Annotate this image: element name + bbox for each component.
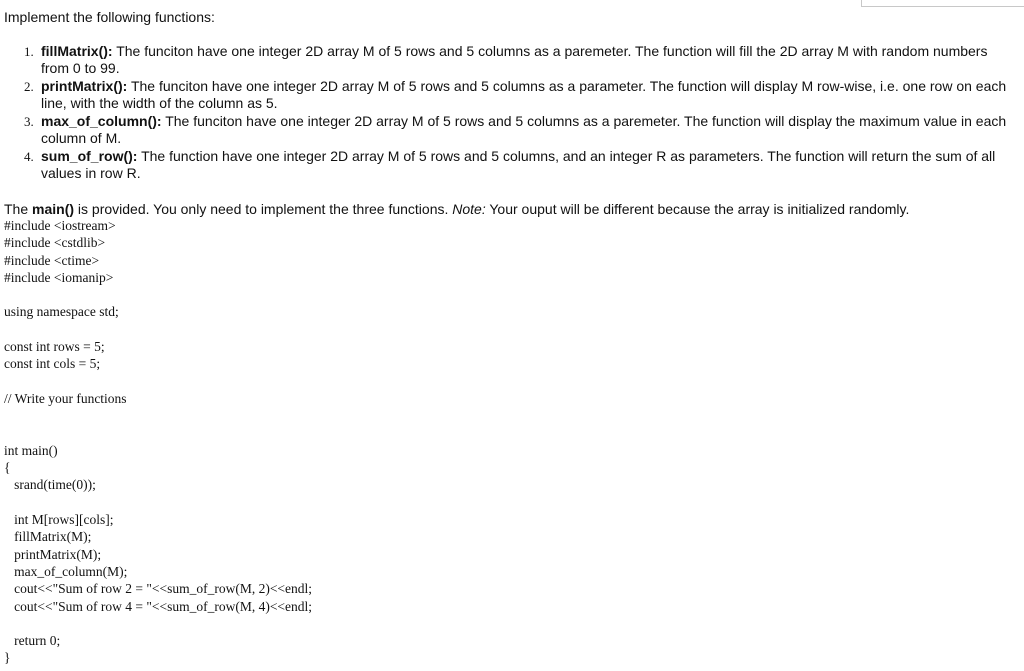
task-item-fill-matrix xyxy=(0,43,1010,77)
code-line: #include <cstdlib> xyxy=(4,235,106,251)
task-name: printMatrix(): xyxy=(41,78,128,94)
code-line: const int cols = 5; xyxy=(4,356,101,372)
code-line: #include <ctime> xyxy=(4,252,100,268)
code-line xyxy=(4,494,312,511)
task-description: The funciton have one integer 2D array M of 5 rows and 5 columns as a paremeter. The function will display the maximum value in each column of M. xyxy=(41,113,1007,146)
task-number: 3. xyxy=(24,114,34,129)
corner-frame xyxy=(861,0,1024,7)
code-line: { xyxy=(4,460,11,476)
task-description: The function have one integer 2D array M of 5 rows and 5 columns, and an integer R as parameters. The function will return the sum of all values in row R. xyxy=(41,148,996,181)
code-line xyxy=(4,615,312,632)
task-number: 1. xyxy=(24,44,34,59)
code-line: } xyxy=(4,650,11,666)
code-line: int main() xyxy=(4,442,58,458)
main-note-main: main() xyxy=(32,201,75,217)
main-note-suffix: Your ouput will be different because the array is initialized randomly. xyxy=(485,201,910,217)
main-note-note: Note: xyxy=(452,201,486,217)
code-line: int M[rows][cols]; xyxy=(4,512,114,528)
main-note xyxy=(4,201,909,218)
main-note-middle: is provided. You only need to implement the three functions. xyxy=(74,201,453,217)
code-line xyxy=(4,425,312,442)
task-item-sum-of-row xyxy=(0,148,1010,182)
code-line: return 0; xyxy=(4,633,61,649)
code-line: #include <iomanip> xyxy=(4,269,114,285)
code-line: #include <iostream> xyxy=(4,218,116,233)
intro-heading: Implement the following functions: xyxy=(4,9,215,25)
task-item-print-matrix xyxy=(0,78,1010,112)
task-name: fillMatrix(): xyxy=(41,43,113,59)
code-line xyxy=(4,373,312,390)
code-line: fillMatrix(M); xyxy=(4,529,92,545)
task-description: The funciton have one integer 2D array M of 5 rows and 5 columns as a paremeter. The function will fill the 2D array M with random numbers from 0 to 99. xyxy=(41,43,988,76)
code-line: cout<<"Sum of row 2 = "<<sum_of_row(M, 2)<<endl; xyxy=(4,581,313,597)
task-name: sum_of_row(): xyxy=(41,148,138,164)
main-note-prefix: The xyxy=(4,201,33,217)
code-line xyxy=(4,321,312,338)
code-line: // Write your functions xyxy=(4,390,127,406)
code-line: const int rows = 5; xyxy=(4,339,105,355)
code-line: srand(time(0)); xyxy=(4,477,96,493)
code-line: printMatrix(M); xyxy=(4,546,102,562)
task-number: 2. xyxy=(24,79,34,94)
task-description: The funciton have one integer 2D array M of 5 rows and 5 columns as a parameter. The function will display M row-wise, i.e. one row on each line, with the width of the column as 5. xyxy=(41,78,1007,111)
task-list xyxy=(0,43,1010,183)
code-line: cout<<"Sum of row 4 = "<<sum_of_row(M, 4)<<endl; xyxy=(4,598,313,614)
code-line: max_of_column(M); xyxy=(4,563,128,579)
task-name: max_of_column(): xyxy=(41,113,162,129)
code-line xyxy=(4,286,312,303)
code-line xyxy=(4,407,312,424)
code-line: using namespace std; xyxy=(4,304,119,320)
code-block xyxy=(4,217,312,667)
task-item-max-of-column xyxy=(0,113,1010,147)
task-number: 4. xyxy=(24,149,34,164)
